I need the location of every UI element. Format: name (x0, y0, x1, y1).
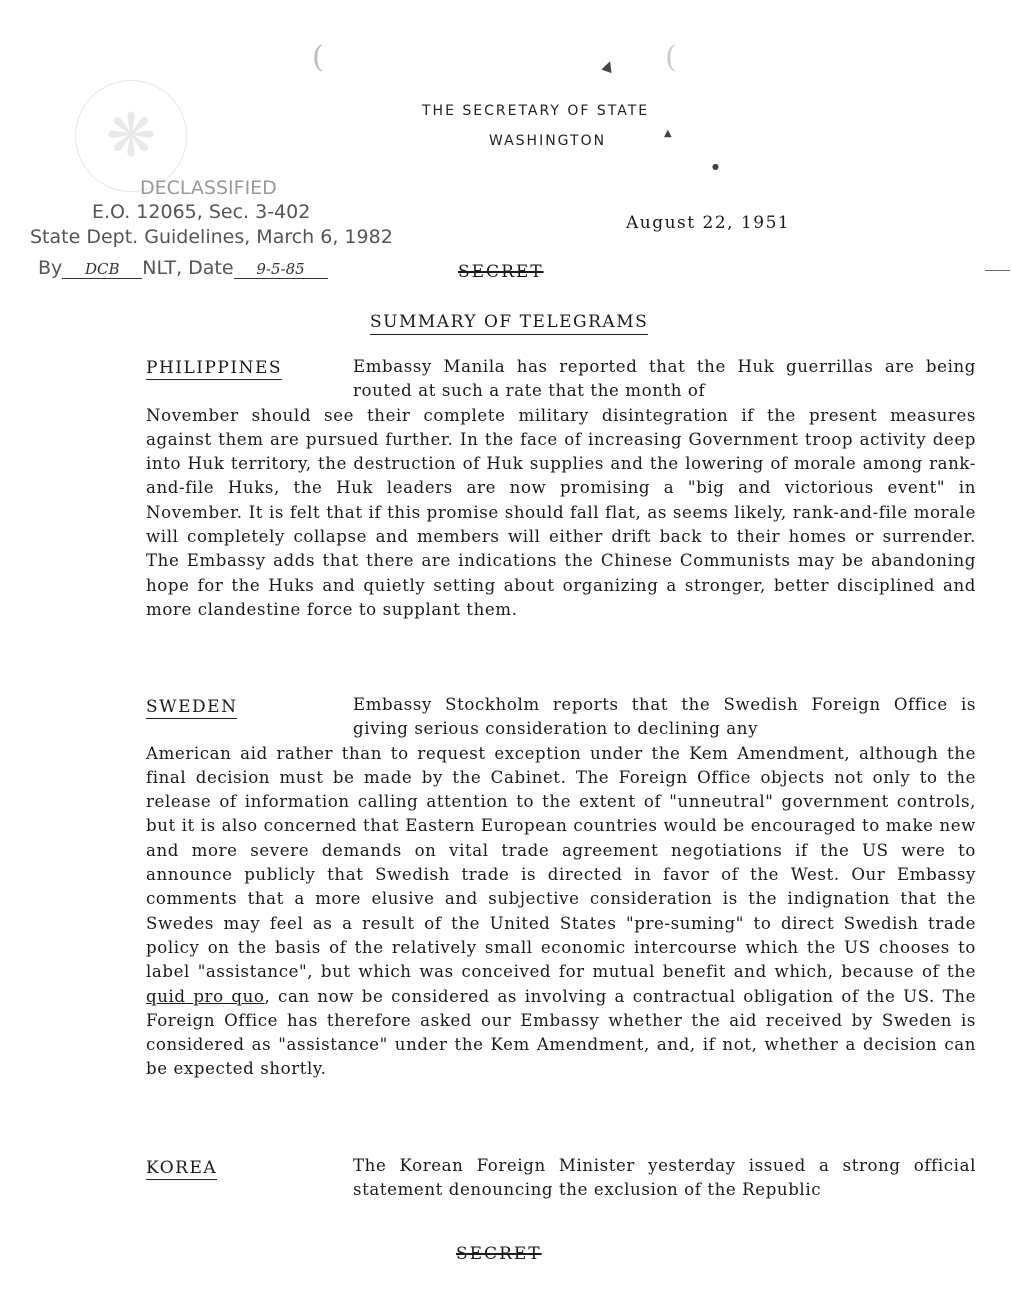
section-body-philippines: Embassy Manila has reported that the Huk guerrillas are being routed at such a rate that the month of November should see their complete military disintegration if the present measures against them are pursued further. In the face of increasing Government troop activity deep into Huk territory, the destruction of Huk supplies and the lowering of morale among rank-and-file Huks, the Huk leaders are now promising a "big and victorious event" in November. It is felt that if this promise should fall flat, as seems likely, rank-and-file morale will completely collapse and members will either drift back to their homes or surrender. The Embassy adds that there are indications the Chinese Communists may be abandoning hope for the Huks and quietly setting about organizing a stronger, better disciplined and more clandestine force to supplant them. (146, 357, 976, 619)
section-label-korea: KOREA (146, 1158, 218, 1178)
declassified-stamp-label: DECLASSIFIED (140, 177, 277, 199)
section-label-sweden: SWEDEN (146, 697, 238, 717)
edge-mark (985, 270, 1010, 271)
letterhead-city: WASHINGTON (489, 133, 607, 149)
ink-mark: ▲ (664, 128, 672, 139)
declass-date: 9-5-85 (234, 260, 328, 279)
ink-mark: ● (712, 162, 719, 171)
ink-mark: ▲ (600, 56, 617, 76)
classification-marking-top: SECRET (458, 262, 544, 282)
letterhead-title: THE SECRETARY OF STATE (422, 103, 650, 119)
by-initials: DCB (62, 260, 142, 279)
pencil-mark: ( (312, 40, 324, 75)
quid-pro-quo-emphasis: quid pro quo (146, 986, 265, 1006)
declassified-stamp-guidelines: State Dept. Guidelines, March 6, 1982 (30, 226, 393, 248)
memo-date: August 22, 1951 (626, 213, 791, 233)
document-title: SUMMARY OF TELEGRAMS (370, 312, 648, 335)
declassified-stamp-eo: E.O. 12065, Sec. 3-402 (92, 201, 311, 223)
section-body-korea: The Korean Foreign Minister yesterday issued a strong official statement denouncing the exclusion of the Republic (353, 1156, 976, 1200)
pencil-mark: ( (665, 40, 677, 75)
state-seal-emblem: ❋ (75, 80, 187, 192)
classification-marking-bottom: SECRET (456, 1244, 542, 1264)
section-label-philippines: PHILIPPINES (146, 358, 283, 378)
declassified-stamp-authority: By DCB NLT, Date 9-5-85 (38, 256, 328, 280)
section-body-sweden: Embassy Stockholm reports that the Swedish Foreign Office is giving serious consideration to declining any American aid rather than to request exception under the Kem Amendment, although the final decision must be made by the Cabinet. The Foreign Office objects not only to the release of information calling attention to the extent of "unneutral" government controls, but it is also concerned that Eastern European countries would be encouraged to make new and more severe demands on vital trade agreement negotiations if the US were to announce publicly that Swedish trade is directed in favor of the West. Our Embassy comments that a more elusive and subjective consideration is the indignation that the Swedes may feel as a result of the United States "pre-suming" to direct Swedish trade policy on the basis of the relatively small economic intercourse which the US chooses to label "assistance", but which was conceived for mutual benefit and which, because of the quid pro quo, can now be considered as involving a contractual obligation of the US. The Foreign Office has therefore asked our Embassy whether the aid received by Sweden is considered as "assistance" under the Kem Amendment, and, if not, whether a decision can be expected shortly. (146, 695, 976, 1079)
